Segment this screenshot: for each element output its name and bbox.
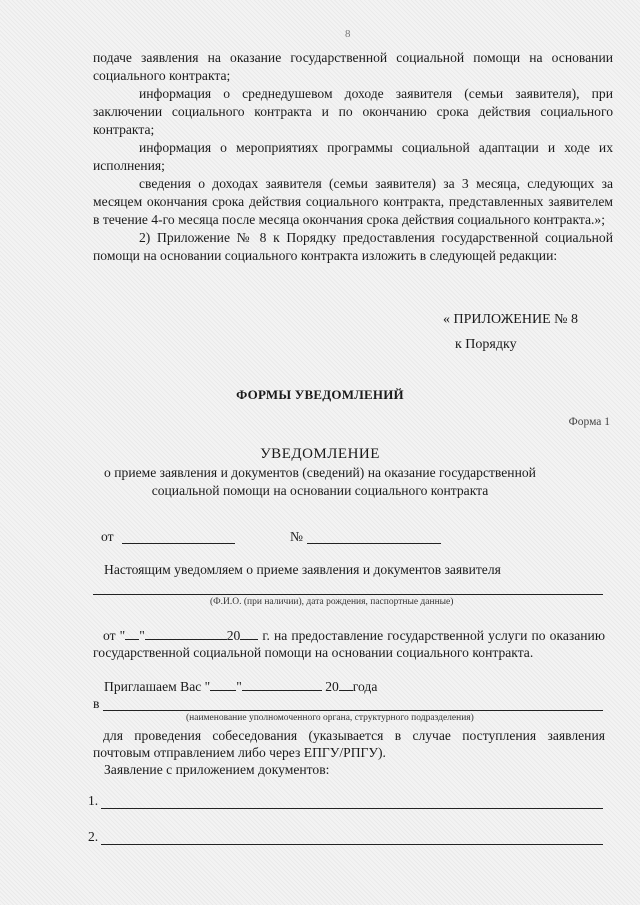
invite-text: Приглашаем Вас " bbox=[104, 679, 211, 694]
year-field[interactable] bbox=[240, 639, 258, 640]
date-prefix: от " bbox=[103, 628, 126, 643]
invite-day-field[interactable] bbox=[210, 690, 236, 691]
intro-paragraph: информация о среднедушевом доходе заявителя (семьи заявителя), при заключении социального контракта и по окончанию срока действия социального контракта; bbox=[93, 86, 613, 137]
invite-year-suffix: года bbox=[352, 679, 378, 694]
intro-paragraph: подаче заявления на оказание государственной социальной помощи на основании социального контракта; bbox=[93, 50, 613, 83]
attachment-item-number: 1. bbox=[88, 793, 99, 808]
invite-month-field[interactable] bbox=[242, 690, 322, 691]
forms-title: ФОРМЫ УВЕДОМЛЕНИЙ bbox=[236, 387, 404, 402]
applicant-field[interactable] bbox=[93, 594, 603, 595]
date-year: 20 bbox=[226, 628, 241, 643]
intro-block bbox=[93, 49, 613, 265]
attachment-item-number: 2. bbox=[88, 829, 99, 844]
attachment-field-2[interactable] bbox=[101, 844, 603, 845]
from-field[interactable] bbox=[122, 543, 235, 544]
intro-paragraph: информация о мероприятиях программы социальной адаптации и ходе их исполнения; bbox=[93, 140, 613, 173]
org-hint: (наименование уполномоченного органа, структурного подразделения) bbox=[186, 713, 474, 723]
month-field[interactable] bbox=[145, 639, 227, 640]
from-label: от bbox=[101, 529, 114, 544]
appendix-subheading: к Порядку bbox=[455, 337, 517, 352]
date-quote: " bbox=[139, 628, 145, 643]
day-field[interactable] bbox=[125, 639, 139, 640]
notice-subtitle: о приеме заявления и документов (сведений) на оказание государственной социальной помощи на основании социального контракта bbox=[104, 465, 536, 498]
fio-hint: (Ф.И.О. (при наличии), дата рождения, паспортные данные) bbox=[210, 597, 454, 607]
appendix-heading: « ПРИЛОЖЕНИЕ № 8 bbox=[443, 312, 578, 327]
number-label: № bbox=[290, 529, 303, 544]
notice-title: УВЕДОМЛЕНИЕ bbox=[260, 446, 380, 462]
intro-paragraph: 2) Приложение № 8 к Порядку предоставления государственной социальной помощи на основании социального контракта изложить в следующей редакции: bbox=[93, 230, 613, 263]
attachment-field-1[interactable] bbox=[101, 808, 603, 809]
invite-year: 20 bbox=[325, 679, 339, 694]
in-label: в bbox=[93, 696, 100, 711]
invite-year-field[interactable] bbox=[339, 690, 353, 691]
page-number: 8 bbox=[345, 28, 351, 40]
number-field[interactable] bbox=[307, 543, 441, 544]
date-paragraph bbox=[93, 627, 605, 661]
organization-field[interactable] bbox=[103, 710, 603, 711]
date-rest: г. на предоставление государственной услуги по оказанию государственной социальной помощи на основании социального контракта. bbox=[93, 628, 605, 660]
invite-row: Приглашаем Вас " " 20 года bbox=[104, 679, 378, 694]
attachments-text: Заявление с приложением документов: bbox=[104, 762, 330, 777]
interview-text: для проведения собеседования (указывается в случае поступления заявления почтовым отправлением либо через ЕПГУ/РПГУ). bbox=[93, 728, 605, 760]
form-label: Форма 1 bbox=[568, 416, 610, 428]
intro-paragraph: сведения о доходах заявителя (семьи заявителя) за 3 месяца, следующих за месяцем окончания срока действия социального контракта, представленных заявителем в течение 4-го месяца после месяца окончания срока действия социального контракта.»; bbox=[93, 176, 613, 227]
hereby-text: Настоящим уведомляем о приеме заявления и документов заявителя bbox=[104, 562, 501, 577]
